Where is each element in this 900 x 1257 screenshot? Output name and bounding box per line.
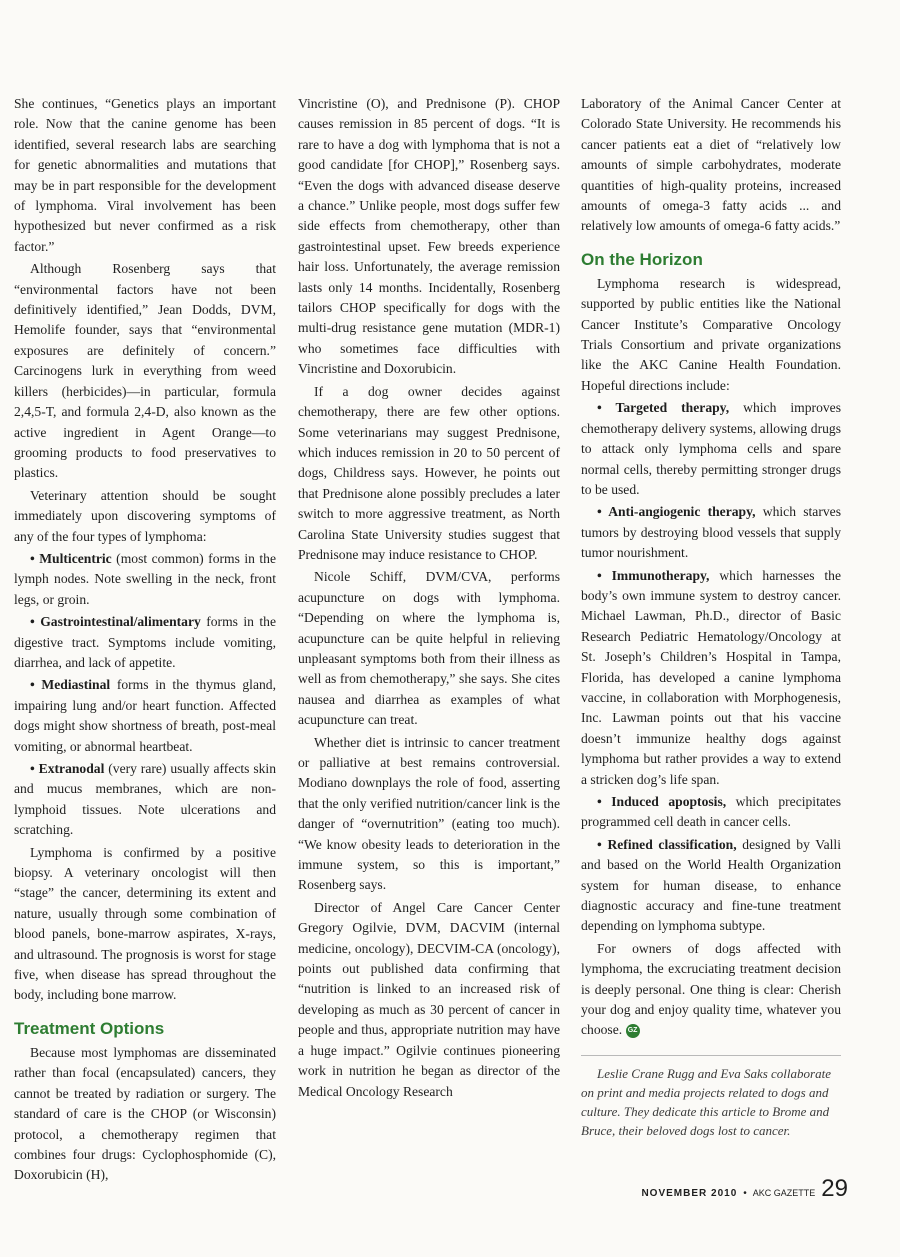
paragraph: Lymphoma is confirmed by a positive biopsy. A veterinary oncologist will then “stage” the cancer, determining its extent and nature, usually through some combination of blood panels, bone-marrow aspirates, X-rays, and ultrasound. The prognosis is worst for stage five, when disease has spread throughout the body, including bone marrow.	[14, 844, 276, 1003]
issue-date: NOVEMBER 2010	[641, 1188, 738, 1199]
bullet-text: which starves tumors by destroying blood vessels that supply tumor nourishment.	[581, 504, 841, 561]
paragraph: Although Rosenberg says that “environmental factors have not been definitively identified,” Jean Dodds, DVM, Hemolife founder, says that “environmental exposures are definitely of concern.” Carcinogens lurk in everything from weed killers (herbicides)—in particular, formula 2,4,5-T, and formula 2,4-D, also known as the active ingredient in Agent Orange—to grooming products to food preservatives to plastics.	[14, 261, 276, 481]
paragraph: She continues, “Genetics plays an important role. Now that the canine genome has been identified, several research labs are searching for genetic abnormalities and mutations that may be in part responsible for the development of lymphoma. Viral involvement has been hypothesized but never confirmed as a risk factor.”	[14, 96, 276, 254]
paragraph: Nicole Schiff, DVM/CVA, performs acupuncture on dogs with lymphoma. “Depending on where the lymphoma is, acupuncture can be quite helpful in relieving unpleasant symptoms both from their illness as well as from chemotherapy,” she says. She cites nausea and diarrhea as examples of what acupuncture can treat.	[298, 569, 560, 728]
author-bio: Leslie Crane Rugg and Eva Saks collaborate on print and media projects related to dogs and culture. They dedicate this article to Brome and Bruce, their beloved dogs lost to cancer.	[581, 1065, 831, 1138]
bullet-item	[14, 675, 276, 757]
bullet-item	[581, 835, 841, 937]
bullet-item	[581, 566, 841, 790]
bullet-text: forms in the digestive tract. Symptoms include vomiting, diarrhea, and lack of appetite.	[14, 614, 276, 670]
bullet-text: (very rare) usually affects skin and mucus membranes, which are non-lymphoid tissues. Note ulcerations and scratching.	[14, 761, 276, 838]
closing-text: For owners of dogs affected with lymphoma, the excruciating treatment decision is deeply personal. One thing is clear: Cherish your dog and enjoy quality time, whatever you choose.	[581, 940, 841, 1038]
paragraph: If a dog owner decides against chemotherapy, there are few other options. Some veterinarians may suggest Prednisone, which induces remission in 20 to 50 percent of dogs, Childress says. However, he points out that Prednisone alone possibly precludes a later switch to more aggressive treatment, as North Carolina State University studies suggest that Prednisone may induce resistance to CHOP.	[298, 383, 560, 562]
bullet-item	[14, 612, 276, 673]
column-1	[14, 94, 276, 1188]
bullet-item	[581, 398, 841, 500]
column-3	[581, 94, 841, 1142]
bullet-term: • Gastrointestinal/alimentary	[30, 614, 201, 630]
bullet-item	[581, 792, 841, 833]
bullet-term: • Refined classification,	[597, 836, 737, 852]
paragraph: Because most lymphomas are disseminated rather than focal (encapsulated) cancers, they cannot be treated by radiation or surgery. The standard of care is the CHOP (or Wisconsin) protocol, a chemotherapy regimen that combines four drugs: Cyclophosphomide (C), Doxorubicin (H),	[14, 1044, 276, 1183]
bullet-term: • Anti-angiogenic therapy,	[597, 504, 756, 520]
bullet-text: which precipitates programmed cell death in cancer cells.	[581, 794, 841, 830]
paragraph: Lymphoma research is widespread, supported by public entities like the National Cancer Institute’s Comparative Oncology Trials Consortium and private organizations like the AKC Canine Health Foundation. Hopeful directions include:	[581, 275, 841, 393]
paragraph: Laboratory of the Animal Cancer Center at Colorado State University. He recommends his cancer patients eat a diet of “relatively low amounts of simple carbohydrates, moderate quantities of high-quality proteins, increased amounts of omega-3 fatty acids ... and relatively low amounts of omega-6 fatty acids.”	[581, 96, 841, 234]
bullet-item	[14, 759, 276, 841]
bullet-text: (most common) forms in the lymph nodes. Note swelling in the neck, front legs, or groin.	[14, 550, 276, 607]
page-number: 29	[821, 1175, 848, 1202]
bullet-term: • Mediastinal	[30, 677, 111, 693]
page-footer	[641, 1175, 848, 1203]
bullet-item	[581, 502, 841, 563]
section-heading: Treatment Options	[14, 1018, 165, 1038]
bullet-term: • Extranodal	[30, 761, 105, 776]
footer-bullet: •	[743, 1188, 747, 1199]
bullet-item	[14, 549, 276, 610]
bullet-term: • Multicentric	[30, 550, 112, 566]
paragraph	[581, 939, 841, 1041]
bullet-term: • Immunotherapy,	[597, 567, 710, 583]
section-heading: On the Horizon	[581, 249, 703, 269]
bullet-text: which improves chemotherapy delivery systems, allowing drugs to attack only lymphoma cells and spare normal cells, thereby permitting stronger drugs to be used.	[581, 400, 841, 497]
paragraph: Veterinary attention should be sought immediately upon discovering symptoms of any of the four types of lymphoma:	[14, 487, 276, 544]
divider	[581, 1055, 841, 1056]
paragraph: Whether diet is intrinsic to cancer treatment or palliative at best remains controversial. Modiano downplays the role of food, asserting that the only verified nutrition/cancer link is the danger of “overnutrition” (eating too much). “We know obesity leads to deterioration in the immune system, so this is important,” Rosenberg says.	[298, 734, 560, 893]
bullet-text: which harnesses the body’s own immune system to destroy cancer. Michael Lawman, Ph.D., director of Basic Research Pediatric Hematology/Oncology at St. Joseph’s Children’s Hospital in Tampa, Florida, has developed a canine lymphoma vaccine, in collaboration with Morphogenesis, Inc. Lawman points out that his vaccine doesn’t immunize healthy dogs against lymphoma but rather provides a way to extend a stricken dog’s life span.	[581, 567, 841, 787]
paragraph: Vincristine (O), and Prednisone (P). CHOP causes remission in 85 percent of dogs. “It is rare to have a dog with lymphoma that is not a good candidate [for CHOP],” Rosenberg says. “Even the dogs with advanced disease deserve a chance.” Unlike people, most dogs suffer few side effects from chemotherapy, other than gastrointestinal upset. Few breeds experience hair loss. Unfortunately, the average remission lasts only 14 months. Incidentally, Rosenberg tailors CHOP specifically for dogs with the multi-drug resistance gene mutation (MDR-1) who sometimes face difficulties with Vincristine and Doxorubicin.	[298, 96, 560, 377]
bullet-term: • Induced apoptosis,	[597, 794, 727, 809]
column-2	[298, 94, 560, 1104]
magazine-name: AKC GAZETTE	[752, 1188, 816, 1198]
bullet-text: forms in the thymus gland, impairing lung and/or heart function. Affected dogs might show shortness of breath, post-meal vomiting, or abnormal heartbeat.	[14, 677, 276, 754]
paragraph: Director of Angel Care Cancer Center Gregory Ogilvie, DVM, DACVIM (internal medicine, oncology), DECVIM-CA (oncology), points out published data confirming that “nutrition is linked to an increased risk of developing as much as 30 percent of cancer in people and thus, appropriate nutrition may have a huge impact.” Ogilvie continues pioneering work in nutrition he began as director of the Medical Oncology Research	[298, 899, 560, 1099]
bullet-text: designed by Valli and based on the World Health Organization system for human disease, to enhance diagnostic accuracy and fine-tune treatment depending on lymphoma subtype.	[581, 836, 841, 934]
gazette-end-mark-icon: GZ	[626, 1024, 640, 1038]
bullet-term: • Targeted therapy,	[597, 400, 730, 416]
